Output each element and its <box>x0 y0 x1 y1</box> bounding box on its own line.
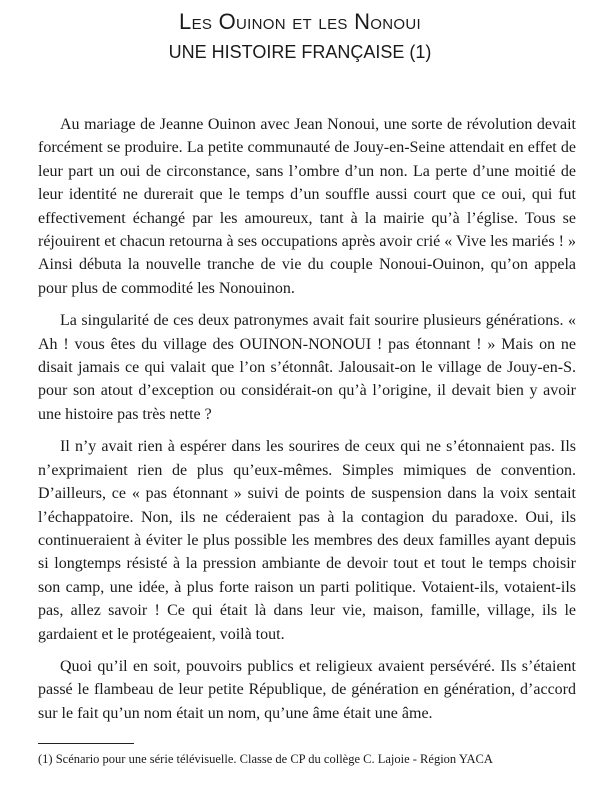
paragraph-4: Quoi qu’il en soit, pouvoirs publics et religieux avaient persévéré. Ils s’étaient passé le flambeau de leur petite République, de génération en génération, d’accord sur le fait qu’un nom était un nom, qu’une âme était une âme. <box>38 657 576 722</box>
footnote-rule <box>38 743 134 744</box>
page-title: Les Ouinon et les Nonoui <box>179 9 421 34</box>
paragraph-3: Il n’y avait rien à espérer dans les sourires de ceux qui ne s’étonnaient pas. Ils n’exprimaient rien de plus qu’eux-mêmes. Simples mimiques de convention. D’ailleurs, ce « pas étonnant » suivi de points de suspension dans la voix sentait l’échappatoire. Non, ils ne céderaient pas à la contagion du paradoxe. Oui, ils continueraient à éviter le plus possible les membres des deux familles ayant depuis si longtemps résisté à la pression ambiante de devoir tout et tout le temps choisir son camp, une idée, à plus forte raison un parti politique. Votaient-ils, votaient-ils pas, allez savoir ! Ce qui était là dans leur vie, maison, famille, village, ils le gardaient et le protégeaient, voilà tout. <box>38 438 576 643</box>
paragraph-2: La singularité de ces deux patronymes avait fait sourire plusieurs générations. « Ah ! vous êtes du village des OUINON-NONOUI ! pas étonnant ! » Mais on ne disait jamais ce qui valait que l’on s’étonnât. Jalousait-on le village de Jouy-en-S. pour son atout d’exception ou considérait-on qu’à l’origine, il devait bien y avoir une histoire pas très nette ? <box>38 312 576 423</box>
body-text <box>38 113 576 725</box>
footnote: (1) Scénario pour une série télévisuelle. Classe de CP du collège C. Lajoie - Région YACA <box>38 752 493 766</box>
paragraph-1: Au mariage de Jeanne Ouinon avec Jean Nonoui, une sorte de révolution devait forcément se produire. La petite communauté de Jouy-en-Seine attendait en effet de leur part un oui de circonstance, sans l’ombre d’un non. La perte d’une moitié de leur identité ne durerait que le temps d’un souffle aussi court que ce oui, qui fut effectivement échangé par les amoureux, tant à la mairie qu’à l’église. Tous se réjouirent et chacun retourna à ses occupations après avoir crié « Vive les mariés ! » Ainsi débuta la nouvelle tranche de vie du couple Nonoui-Ouinon, qu’on appela pour plus de commodité les Nonouinon. <box>38 116 576 297</box>
title-block <box>0 8 600 64</box>
page-subtitle: UNE HISTOIRE FRANÇAISE (1) <box>168 42 432 62</box>
